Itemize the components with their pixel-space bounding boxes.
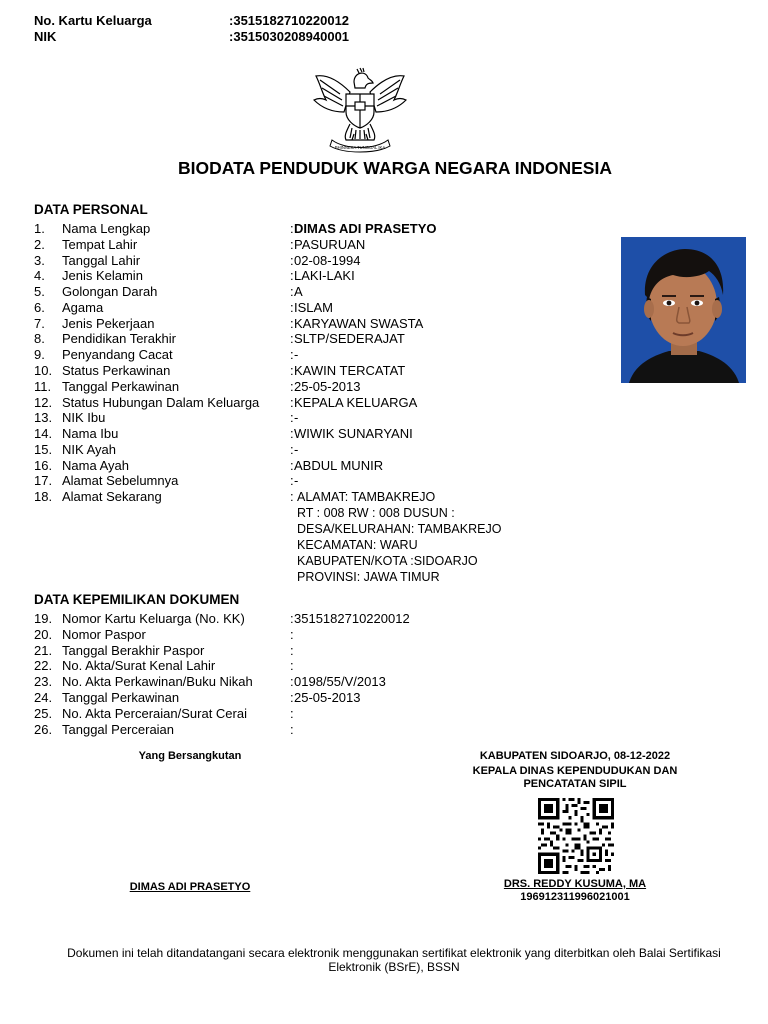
address-line: PROVINSI: JAWA TIMUR xyxy=(297,570,440,584)
personal-row: 18. Alamat Sekarang : xyxy=(34,489,294,504)
personal-row: 5. Golongan Darah : A xyxy=(34,284,303,299)
personal-row: 17. Alamat Sebelumnya : - xyxy=(34,473,299,488)
personal-row: 9. Penyandang Cacat : - xyxy=(34,347,299,362)
full-name-value: DIMAS ADI PRASETYO xyxy=(294,221,437,236)
document-row: 21. Tanggal Berakhir Paspor : xyxy=(34,643,294,658)
personal-row: 2. Tempat Lahir : PASURUAN xyxy=(34,237,366,252)
nik-number: 3515030208940001 xyxy=(233,29,350,44)
document-row: 23. No. Akta Perkawinan/Buku Nikah : 0198/55/V/2013 xyxy=(34,674,386,689)
personal-row: 16. Nama Ayah : ABDUL MUNIR xyxy=(34,458,384,473)
address-line: KECAMATAN: WARU xyxy=(297,538,418,552)
nik-label: NIK xyxy=(34,29,57,44)
document-row: 20. Nomor Paspor : xyxy=(34,627,294,642)
personal-row: 4. Jenis Kelamin : LAKI-LAKI xyxy=(34,268,355,283)
personal-row: 14. Nama Ibu : WIWIK SUNARYANI xyxy=(34,426,413,441)
documents-heading: DATA KEPEMILIKAN DOKUMEN xyxy=(34,592,240,607)
garuda-emblem xyxy=(310,62,410,154)
footer-line-2: Elektronik (BSrE), BSSN xyxy=(328,960,460,974)
page-title: BIODATA PENDUDUK WARGA NEGARA INDONESIA xyxy=(178,158,612,178)
official-nip: 196912311996021001 xyxy=(520,891,630,903)
resident-photo xyxy=(621,237,746,383)
address-line: DESA/KELURAHAN: TAMBAKREJO xyxy=(297,522,502,536)
address-line: RT : 008 RW : 008 DUSUN : xyxy=(297,506,455,520)
kk-number: 3515182710220012 xyxy=(233,13,350,28)
personal-row: 8. Pendidikan Terakhir : SLTP/SEDERAJAT xyxy=(34,331,405,346)
document-row: 22. No. Akta/Surat Kenal Lahir : xyxy=(34,658,294,673)
document-row: 19. Nomor Kartu Keluarga (No. KK) : 3515182710220012 xyxy=(34,611,410,626)
place-date: KABUPATEN SIDOARJO, 08-12-2022 xyxy=(479,750,671,762)
personal-row: 12. Status Hubungan Dalam Keluarga : KEPALA KELUARGA xyxy=(34,395,418,410)
personal-row: 13. NIK Ibu : - xyxy=(34,410,299,425)
personal-row: 7. Jenis Pekerjaan : KARYAWAN SWASTA xyxy=(34,316,424,331)
personal-row: 15. NIK Ayah : - xyxy=(34,442,299,457)
address-line: ALAMAT: TAMBAKREJO xyxy=(297,490,436,504)
document-row: 26. Tanggal Perceraian : xyxy=(34,722,294,737)
signer-title: Yang Bersangkutan xyxy=(138,750,242,762)
office-line-1: KEPALA DINAS KEPENDUDUKAN DAN xyxy=(472,765,678,777)
personal-row: 11. Tanggal Perkawinan : 25-05-2013 xyxy=(34,379,361,394)
nik-value: :3515030208940001 xyxy=(229,29,350,44)
address-line: KABUPATEN/KOTA :SIDOARJO xyxy=(297,554,478,568)
signer-name: DIMAS ADI PRASETYO xyxy=(129,881,251,893)
official-name: DRS. REDDY KUSUMA, MA xyxy=(503,878,647,890)
office-line-2: PENCATATAN SIPIL xyxy=(523,778,627,790)
personal-heading: DATA PERSONAL xyxy=(34,202,148,217)
kk-value: :3515182710220012 xyxy=(229,13,350,28)
kk-label: No. Kartu Keluarga xyxy=(34,13,152,28)
emblem-motto: BHINNEKA TUNGGAL IKA xyxy=(334,145,386,150)
personal-row: 1. Nama Lengkap : DIMAS ADI PRASETYO xyxy=(34,221,437,236)
document-row: 24. Tanggal Perkawinan : 25-05-2013 xyxy=(34,690,361,705)
personal-row: 6. Agama : ISLAM xyxy=(34,300,334,315)
document-row: 25. No. Akta Perceraian/Surat Cerai : xyxy=(34,706,294,721)
footer-line-1: Dokumen ini telah ditandatangani secara elektronik menggunakan sertifikat elektronik yang diterbitkan oleh Balai Sertifikasi xyxy=(67,946,721,960)
qr-code xyxy=(538,798,614,874)
personal-row: 3. Tanggal Lahir : 02-08-1994 xyxy=(34,253,361,268)
personal-row: 10. Status Perkawinan : KAWIN TERCATAT xyxy=(34,363,406,378)
